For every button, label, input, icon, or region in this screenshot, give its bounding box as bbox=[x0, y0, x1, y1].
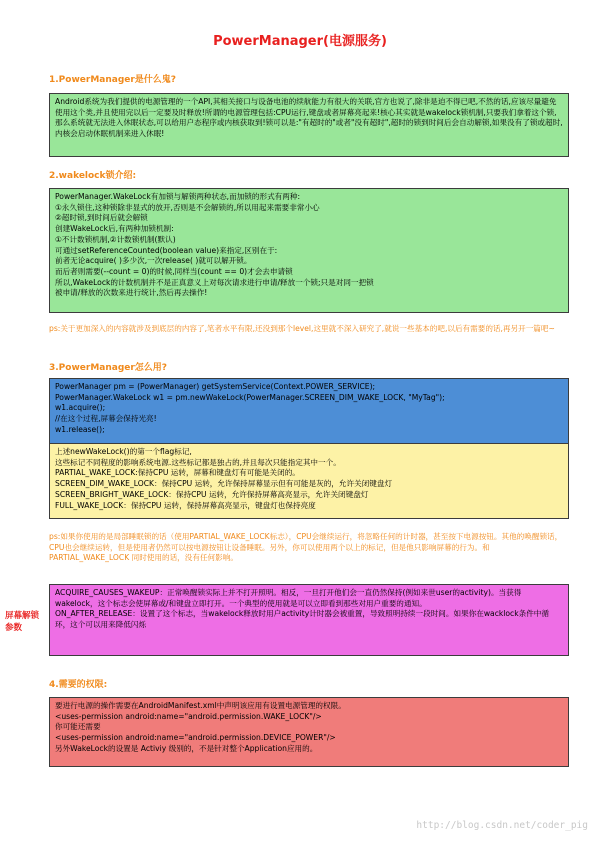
flag-line: SCREEN_BRIGHT_WAKE_LOCK：保持CPU 运转，允许保持屏幕高亮显示，允许关闭键盘灯 bbox=[55, 489, 369, 499]
code-line: PowerManager.WakeLock w1 = pm.newWakeLock(PowerManager.SCREEN_DIM_WAKE_LOCK, "MyTag"); bbox=[55, 392, 445, 402]
section-2-heading: 2.wakelock锁介绍: bbox=[49, 171, 137, 181]
flag-line: PARTIAL_WAKE_LOCK:保持CPU 运转，屏幕和键盘灯有可能是关闭的。 bbox=[55, 468, 300, 478]
section-2-line: 被申请/释放的次数来进行统计,然后再去操作! bbox=[55, 288, 208, 298]
code-line: w1.release(); bbox=[55, 424, 105, 434]
section-2-line: 前者无论acquire( )多少次,一次release( )就可以解开锁。 bbox=[55, 256, 252, 266]
permission-line: 你可能还需要 bbox=[55, 722, 101, 732]
section-2-box bbox=[49, 188, 569, 313]
unlock-flag-text: ACQUIRE_CAUSES_WAKEUP：正常唤醒锁实际上并不打开照明。相反，一旦打开他们会一直仍然保持(例如来世user的activity)。当获得wakelock，这个标志会使屏幕或/和键盘立即打开。一个典型的使用就是可以立即看到那些对用户重要的通知。 bbox=[55, 588, 522, 608]
page-title: PowerManager(电源服务) bbox=[213, 34, 387, 49]
code-line: w1.acquire(); bbox=[55, 403, 106, 413]
section-2-line: 可通过setReferenceCounted(boolean value)来指定,区别在于: bbox=[55, 245, 278, 255]
section-3-heading: 3.PowerManager怎么用? bbox=[49, 363, 168, 373]
section-2-line: PowerManager.WakeLock有加锁与解锁两种状态,而加锁的形式有两种: bbox=[55, 192, 301, 201]
section-2-line: ②超时锁,到时间后就会解锁 bbox=[55, 213, 148, 223]
section-2-line: 而后者则需要(--count = 0)的时候,同样当(count == 0)才会去申请锁 bbox=[55, 266, 293, 276]
section-3-code-box bbox=[49, 378, 569, 444]
permission-line: 另外WakeLock的设置是 Activiy 级别的，不是针对整个Application应用的。 bbox=[55, 743, 318, 753]
permission-line: <uses-permission android:name="android.permission.WAKE_LOCK"/> bbox=[55, 711, 322, 721]
section-2-line: ①永久锁住,这种锁除非显式的放开,否则是不会解锁的,所以用起来需要非常小心 bbox=[55, 202, 320, 212]
flag-line: 这些标记不同程度的影响系统电源.这些标记都是独占的,并且每次只能指定其中一个。 bbox=[55, 457, 341, 467]
section-1-heading: 1.PowerManager是什么鬼? bbox=[49, 75, 177, 85]
section-4-box bbox=[49, 697, 569, 767]
side-label-unlock-params: 屏幕解锁参数 bbox=[5, 611, 40, 633]
section-4-heading: 4.需要的权限: bbox=[49, 680, 108, 690]
section-2-line: 所以,WakeLock的计数机制并不是正真意义上对每次请求进行申请/释放一个锁;只是对同一把锁 bbox=[55, 277, 374, 287]
section-1-text: Android系统为我们提供的电源管理的一个API,其相关接口与设备电池的续航能力有很大的关联,官方也说了,除非是迫不得已吧,不然的话,应该尽量避免使用这个类,并且使用完以后一定要及时释放!所谓的电源管理包括:CPU运行,键盘或者屏幕亮起来!核心其实就是wakelock锁机制,只要我们拿着这个锁,那么系统就无法进入休眠状态,可以给用户态程序或内核获取到!锁可以是:"有超时的"或者"没有超时",超时的锁到时间后会自动解锁,如果没有了锁或超时,内核会启动休眠机制来进入休眠! bbox=[55, 97, 563, 139]
section-3-flags-box bbox=[49, 443, 569, 519]
flag-line: FULL_WAKE_LOCK：保持CPU 运转，保持屏幕高亮显示，键盘灯也保持亮度 bbox=[55, 500, 316, 510]
section-2-line: 创建WakeLock后,有两种加锁机制: bbox=[55, 224, 174, 234]
section-2-line: ①不计数锁机制,②计数锁机制(默认) bbox=[55, 234, 176, 244]
code-line: //在这个过程,屏幕会保持光亮! bbox=[55, 414, 157, 424]
flag-line: SCREEN_DIM_WAKE_LOCK：保持CPU 运转，允许保持屏幕显示但有可能是灰的，允许关闭键盘灯 bbox=[55, 479, 393, 489]
section-3-ps-note: ps:如果你使用的是局部睡眠锁的话（使用PARTIAL_WAKE_LOCK标志），CPU会继续运行，将忽略任何的计时器，甚至按下电源按钮。其他的唤醒锁话，CPU也会继续运转，但是使用者仍然可以按电源按钮让设备睡眠。另外，你可以使用两个以上的标记，但是他只影响屏幕的行为。和 PARTIAL_WAKE_LOCK 同时使用的话，没有任何影响。 bbox=[49, 532, 563, 562]
permission-line: 要进行电源的操作需要在AndroidManifest.xml中声明该应用有设置电源管理的权限。 bbox=[55, 701, 346, 710]
permission-line: <uses-permission android:name="android.permission.DEVICE_POWER"/> bbox=[55, 733, 336, 743]
flag-line: 上述newWakeLock()的第一个flag标记, bbox=[55, 447, 192, 456]
section-3-unlock-box bbox=[49, 584, 569, 656]
section-1-box bbox=[49, 93, 569, 157]
watermark: http://blog.csdn.net/coder_pig bbox=[416, 820, 588, 831]
unlock-flag-text: ON_AFTER_RELEASE：设置了这个标志，当wakelock释放时用户activity计时器会被重置，导致照明持续一段时间。如果你在wacklock条件中循环，这个可以用来降低闪烁 bbox=[55, 609, 549, 630]
section-2-ps-note: ps:关于更加深入的内容就涉及到底层的内容了,笔者水平有限,还没到那个level,这里就不深入研究了,就说一些基本的吧,以后有需要的话,再另开一篇吧~ bbox=[49, 324, 555, 333]
code-line: PowerManager pm = (PowerManager) getSystemService(Context.POWER_SERVICE); bbox=[55, 382, 376, 391]
